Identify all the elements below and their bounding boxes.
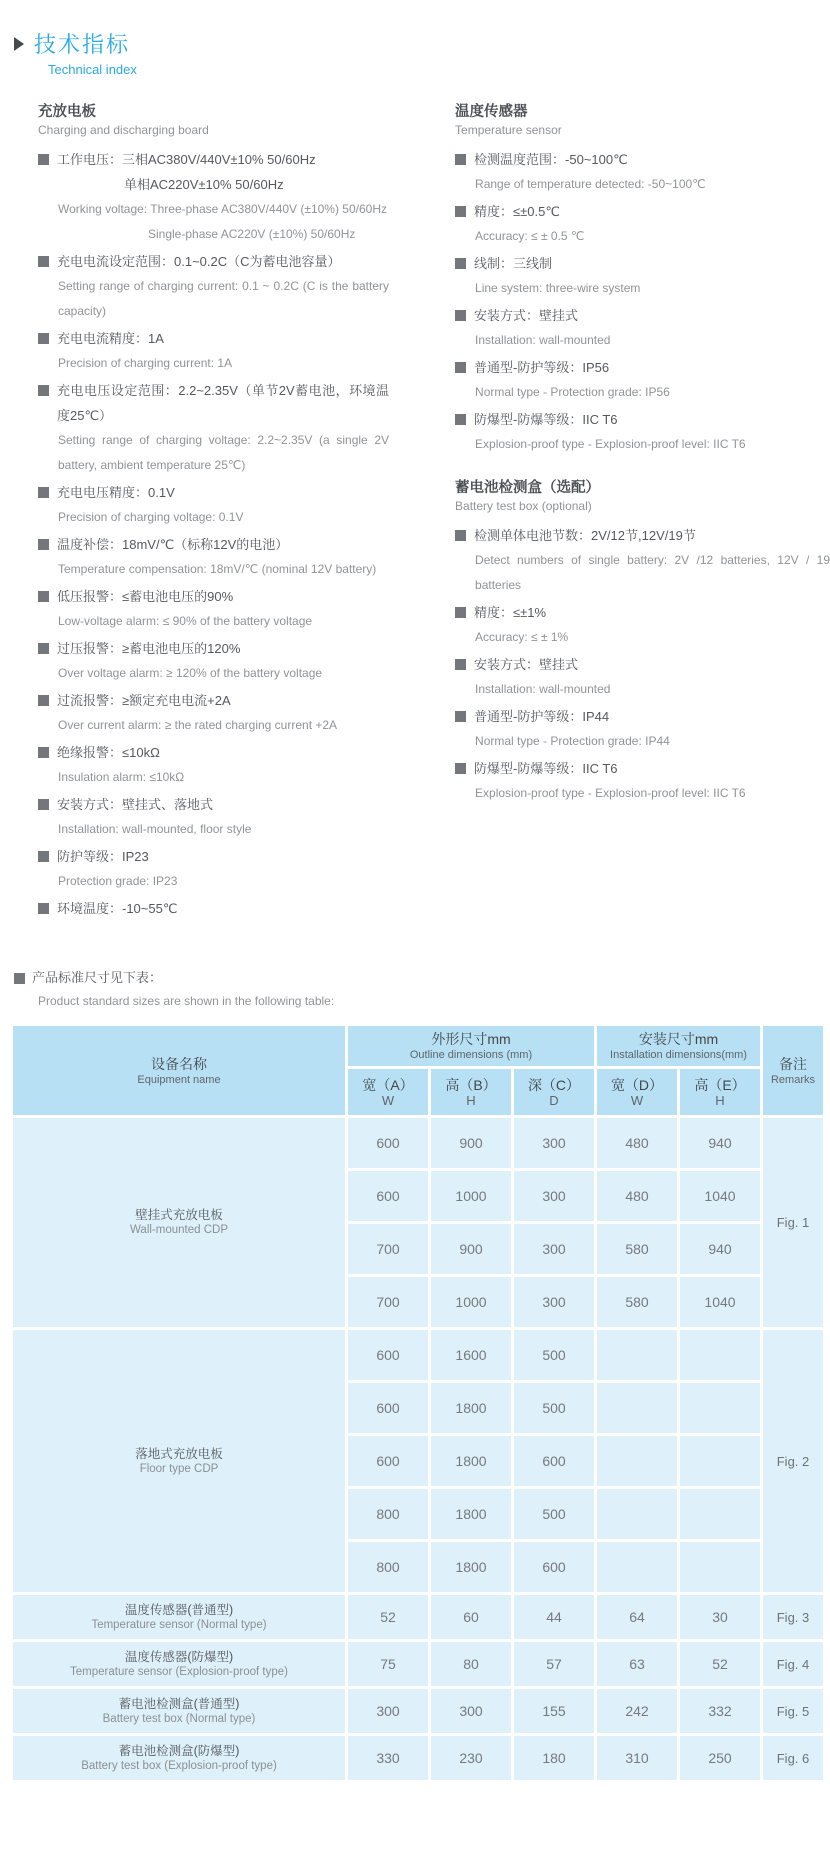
dimension-cell: 63	[597, 1642, 677, 1686]
spec-item	[455, 303, 830, 353]
bullet-square-icon	[455, 607, 466, 618]
spec-line-zh	[455, 704, 830, 729]
equipment-name-cell	[13, 1736, 345, 1780]
spec-line-en: Normal type - Protection grade: IP56	[475, 385, 670, 399]
dimension-cell: 1000	[431, 1277, 511, 1327]
spec-text-zh: 充电电流设定范围：0.1~0.2C（C为蓄电池容量）	[57, 254, 341, 269]
spec-line-en: Installation: wall-mounted	[475, 682, 611, 696]
bullet-square-icon	[455, 763, 466, 774]
remark-cell: Fig. 3	[763, 1595, 823, 1639]
dimension-cell: 300	[514, 1171, 594, 1221]
spec-text-zh: 过流报警：≥额定充电电流+2A	[57, 693, 231, 708]
header-col-height-e: 高（E） H	[680, 1069, 760, 1115]
spec-item	[38, 896, 389, 921]
spec-item	[38, 844, 389, 894]
spec-line-zh	[455, 147, 830, 172]
header-equipment-name	[13, 1026, 345, 1115]
spec-item	[455, 199, 830, 249]
table-row	[13, 1689, 823, 1733]
spec-item	[455, 600, 830, 650]
dimension-cell: 1800	[431, 1542, 511, 1592]
title-row	[14, 28, 830, 59]
equipment-name-en: Battery test box (Normal type)	[102, 1712, 256, 1725]
header-install-zh: 安装尺寸mm	[638, 1031, 719, 1047]
table-note-en: Product standard sizes are shown in the following table:	[38, 994, 335, 1008]
bullet-square-icon	[455, 530, 466, 541]
bullet-square-icon	[455, 258, 466, 269]
spec-text-zh: 普通型-防护等级：IP56	[474, 360, 610, 375]
spec-line-zh	[38, 740, 389, 765]
bullet-square-icon	[38, 256, 49, 267]
bullet-square-icon	[14, 973, 25, 984]
header-col-height-b: 高（B） H	[431, 1069, 511, 1115]
dimension-cell: 940	[680, 1118, 760, 1168]
dimension-cell: 60	[431, 1595, 511, 1639]
remark-cell: Fig. 5	[763, 1689, 823, 1733]
dimension-cell: 700	[348, 1277, 428, 1327]
dimension-cell: 300	[514, 1224, 594, 1274]
spec-line-en: Setting range of charging current: 0.1 ~ 0.2C (C is the battery capacity)	[58, 279, 390, 318]
dimension-cell: 600	[348, 1118, 428, 1168]
bullet-square-icon	[38, 799, 49, 810]
spec-line-zh	[455, 523, 830, 548]
section-heading-en: Battery test box (optional)	[455, 499, 592, 513]
dimension-cell: 600	[514, 1436, 594, 1486]
spec-text-zh: 过压报警：≥蓄电池电压的120%	[57, 641, 241, 656]
equipment-name-en: Temperature sensor (Normal type)	[91, 1618, 267, 1631]
bullet-square-icon	[455, 711, 466, 722]
bullet-square-icon	[38, 333, 49, 344]
spec-line-en: Over current alarm: ≥ the rated charging current +2A	[58, 718, 338, 732]
dimension-cell: 330	[348, 1736, 428, 1780]
remark-cell: Fig. 2	[763, 1330, 823, 1592]
spec-text-zh: 检测单体电池节数：2V/12节,12V/19节	[474, 528, 696, 543]
dimension-cell: 1800	[431, 1489, 511, 1539]
spec-line-zh	[38, 636, 389, 661]
spec-line-en: Precision of charging voltage: 0.1V	[58, 510, 244, 524]
table-note-zh	[14, 969, 830, 987]
spec-line-zh	[38, 896, 389, 921]
header-equipment-zh: 设备名称	[151, 1055, 207, 1072]
spec-text-zh: 普通型-防护等级：IP44	[474, 709, 610, 724]
dimension-cell: 310	[597, 1736, 677, 1780]
dimension-cell: 500	[514, 1330, 594, 1380]
table-note	[14, 969, 830, 1009]
header-arrow-icon	[14, 37, 24, 51]
equipment-name-en: Temperature sensor (Explosion-proof type)	[70, 1665, 288, 1678]
bullet-square-icon	[455, 659, 466, 670]
dimension-cell	[680, 1542, 760, 1592]
section-heading-zh: 蓄电池检测盒（选配）	[455, 480, 601, 496]
header-outline-group	[348, 1026, 594, 1066]
header-col-width-d: 宽（D） W	[597, 1069, 677, 1115]
dimension-cell: 155	[514, 1689, 594, 1733]
dimension-cell: 300	[348, 1689, 428, 1733]
spec-text-zh: 环境温度：-10~55℃	[57, 901, 178, 916]
spec-text-zh: 精度：≤±0.5℃	[474, 204, 560, 219]
header-remarks	[763, 1026, 823, 1115]
spec-line-zh	[455, 303, 830, 328]
size-table	[10, 1023, 826, 1783]
section-heading-en: Temperature sensor	[455, 123, 562, 137]
spec-line-zh	[38, 532, 389, 557]
spec-text-zh: 防护等级：IP23	[57, 849, 149, 864]
dimension-cell: 64	[597, 1595, 677, 1639]
dimension-cell: 80	[431, 1642, 511, 1686]
bullet-square-icon	[38, 695, 49, 706]
dimension-cell: 242	[597, 1689, 677, 1733]
bullet-square-icon	[38, 385, 49, 396]
bullet-square-icon	[38, 539, 49, 550]
dimension-cell: 500	[514, 1489, 594, 1539]
remark-cell: Fig. 4	[763, 1642, 823, 1686]
bullet-square-icon	[38, 591, 49, 602]
dimension-cell	[680, 1436, 760, 1486]
header-col-width-a: 宽（A） W	[348, 1069, 428, 1115]
spec-section	[38, 103, 389, 921]
spec-line-zh	[38, 480, 389, 505]
spec-line-zh	[455, 199, 830, 224]
spec-column-left	[38, 103, 389, 923]
spec-item	[38, 249, 389, 324]
bullet-square-icon	[38, 643, 49, 654]
table-row	[13, 1330, 823, 1380]
equipment-name-zh: 蓄电池检测盒(防爆型)	[118, 1743, 240, 1758]
spec-columns	[0, 103, 830, 923]
spec-line-en: Line system: three-wire system	[475, 281, 641, 295]
spec-text-zh: 充电电压设定范围：2.2~2.35V（单节2V蓄电池，环境温度25℃）	[57, 383, 390, 423]
dimension-cell: 900	[431, 1118, 511, 1168]
spec-section	[455, 103, 830, 457]
spec-line-zh	[455, 756, 830, 781]
table-row	[13, 1736, 823, 1780]
spec-item	[38, 740, 389, 790]
dimension-cell: 600	[348, 1171, 428, 1221]
dimension-cell	[680, 1330, 760, 1380]
dimension-cell	[680, 1383, 760, 1433]
spec-text-zh: 充电电流精度：1A	[57, 331, 164, 346]
spec-text-zh: 温度补偿：18mV/℃（标称12V的电池）	[57, 537, 289, 552]
section-heading-zh: 充放电板	[38, 104, 96, 120]
dimension-cell	[597, 1542, 677, 1592]
dimension-cell: 1800	[431, 1436, 511, 1486]
spec-line-en: Protection grade: IP23	[58, 874, 178, 888]
dimension-cell	[597, 1436, 677, 1486]
spec-text-zh: 精度：≤±1%	[474, 605, 547, 620]
spec-line-en: Range of temperature detected: -50~100℃	[475, 177, 706, 191]
spec-line-zh	[38, 688, 389, 713]
spec-text-zh: 绝缘报警：≤10kΩ	[57, 745, 160, 760]
spec-line-zh	[38, 844, 389, 869]
bullet-square-icon	[455, 414, 466, 425]
spec-item	[455, 652, 830, 702]
spec-line-en: Detect numbers of single battery: 2V /12 batteries, 12V / 19 batteries	[475, 553, 830, 592]
spec-text-zh: 线制：三线制	[474, 256, 553, 271]
bullet-square-icon	[38, 487, 49, 498]
spec-text-zh: 充电电压精度：0.1V	[57, 485, 175, 500]
spec-line-zh	[38, 584, 389, 609]
table-note-zh-text: 产品标准尺寸见下表：	[32, 970, 163, 985]
dimension-cell	[680, 1489, 760, 1539]
dimension-cell: 600	[348, 1383, 428, 1433]
dimension-cell	[597, 1330, 677, 1380]
dimension-cell: 300	[514, 1118, 594, 1168]
spec-item	[38, 147, 389, 247]
dimension-cell: 600	[348, 1436, 428, 1486]
spec-line-en: Installation: wall-mounted, floor style	[58, 822, 252, 836]
dimension-cell: 480	[597, 1118, 677, 1168]
spec-section	[455, 479, 830, 806]
spec-line-en: Installation: wall-mounted	[475, 333, 611, 347]
dimension-cell: 480	[597, 1171, 677, 1221]
spec-text-zh: 低压报警：≤蓄电池电压的90%	[57, 589, 234, 604]
bullet-square-icon	[38, 747, 49, 758]
spec-line-en: Low-voltage alarm: ≤ 90% of the battery voltage	[58, 614, 313, 628]
spec-line-zh	[38, 326, 389, 351]
spec-text-zh: 检测温度范围：-50~100℃	[474, 152, 628, 167]
spec-text-zh: 工作电压：三相AC380V/440V±10% 50/60Hz	[57, 152, 316, 167]
spec-item	[455, 147, 830, 197]
dimension-cell	[597, 1489, 677, 1539]
equipment-name-cell	[13, 1595, 345, 1639]
dimension-cell: 500	[514, 1383, 594, 1433]
spec-item	[38, 688, 389, 738]
header-install-group	[597, 1026, 760, 1066]
spec-line-en: Over voltage alarm: ≥ 120% of the battery voltage	[58, 666, 323, 680]
bullet-square-icon	[38, 154, 49, 165]
dimension-cell: 600	[348, 1330, 428, 1380]
dimension-cell: 580	[597, 1224, 677, 1274]
dimension-cell: 300	[431, 1689, 511, 1733]
dimension-cell: 1040	[680, 1171, 760, 1221]
table-row	[13, 1118, 823, 1168]
equipment-name-cell	[13, 1689, 345, 1733]
spec-item	[455, 355, 830, 405]
dimension-cell: 180	[514, 1736, 594, 1780]
spec-text-zh: 防爆型-防爆等级：IIC T6	[474, 412, 618, 427]
spec-item	[455, 251, 830, 301]
dimension-cell: 800	[348, 1542, 428, 1592]
spec-item	[455, 756, 830, 806]
spec-text-zh: 防爆型-防爆等级：IIC T6	[474, 761, 618, 776]
spec-item	[38, 636, 389, 686]
spec-item	[38, 378, 389, 478]
spec-item	[38, 532, 389, 582]
spec-item	[455, 407, 830, 457]
spec-line-zh	[455, 600, 830, 625]
dimension-cell: 230	[431, 1736, 511, 1780]
dimension-cell: 580	[597, 1277, 677, 1327]
equipment-name-zh: 壁挂式充放电板	[135, 1208, 223, 1222]
spec-line-en: Explosion-proof type - Explosion-proof level: IIC T6	[475, 786, 746, 800]
section-heading-en: Charging and discharging board	[38, 123, 209, 137]
spec-item	[38, 480, 389, 530]
header-outline-zh: 外形尺寸mm	[431, 1031, 511, 1047]
bullet-square-icon	[38, 851, 49, 862]
spec-line-zh	[455, 652, 830, 677]
header-outline-en: Outline dimensions (mm)	[409, 1049, 533, 1061]
dimension-cell: 1040	[680, 1277, 760, 1327]
dimension-cell: 1000	[431, 1171, 511, 1221]
bullet-square-icon	[38, 903, 49, 914]
dimension-cell: 52	[348, 1595, 428, 1639]
spec-item	[455, 704, 830, 754]
spec-line-en: Single-phase AC220V (±10%) 50/60Hz	[148, 227, 356, 241]
section-heading-zh: 温度传感器	[455, 104, 528, 120]
equipment-name-cell	[13, 1642, 345, 1686]
dimension-cell: 300	[514, 1277, 594, 1327]
spec-line-zh	[38, 249, 389, 274]
size-table-body	[13, 1118, 823, 1780]
spec-line-en: Accuracy: ≤ ± 1%	[475, 630, 569, 644]
dimension-cell: 57	[514, 1642, 594, 1686]
dimension-cell: 940	[680, 1224, 760, 1274]
bullet-square-icon	[455, 362, 466, 373]
equipment-name-zh: 落地式充放电板	[135, 1446, 223, 1461]
dimension-cell: 250	[680, 1736, 760, 1780]
header-equipment-en: Equipment name	[137, 1073, 221, 1086]
spec-line-en: Precision of charging current: 1A	[58, 356, 233, 370]
dimension-cell: 75	[348, 1642, 428, 1686]
spec-item	[38, 326, 389, 376]
spec-text-zh: 安装方式：壁挂式、落地式	[57, 797, 214, 812]
dimension-cell: 700	[348, 1224, 428, 1274]
page-title: 技术指标	[34, 32, 131, 57]
equipment-name-zh: 蓄电池检测盒(普通型)	[118, 1696, 240, 1711]
dimension-cell: 52	[680, 1642, 760, 1686]
dimension-cell: 30	[680, 1595, 760, 1639]
spec-line-zh: 单相AC220V±10% 50/60Hz	[124, 177, 284, 192]
spec-line-zh	[38, 378, 389, 428]
spec-line-en: Insulation alarm: ≤10kΩ	[58, 770, 185, 784]
page-header	[0, 0, 830, 77]
spec-text-zh: 安装方式：壁挂式	[474, 308, 579, 323]
spec-line-en: Working voltage: Three-phase AC380V/440V (±10%) 50/60Hz	[58, 202, 387, 216]
spec-line-en: Temperature compensation: 18mV/℃ (nominal 12V battery)	[58, 562, 377, 576]
bullet-square-icon	[455, 154, 466, 165]
spec-text-zh: 安装方式：壁挂式	[474, 657, 579, 672]
equipment-name-zh: 温度传感器(防爆型)	[124, 1649, 234, 1664]
remark-cell: Fig. 1	[763, 1118, 823, 1327]
remark-cell: Fig. 6	[763, 1736, 823, 1780]
spec-line-en: Setting range of charging voltage: 2.2~2.35V (a single 2V battery, ambient temperature 25℃)	[58, 433, 390, 472]
dimension-cell: 800	[348, 1489, 428, 1539]
spec-line-zh	[455, 407, 830, 432]
dimension-cell: 1800	[431, 1383, 511, 1433]
equipment-name-zh: 温度传感器(普通型)	[124, 1602, 234, 1617]
equipment-name-en: Floor type CDP	[139, 1462, 219, 1475]
spec-line-zh	[38, 147, 389, 172]
page-subtitle: Technical index	[48, 62, 137, 77]
spec-line-zh	[38, 792, 389, 817]
equipment-name-cell	[13, 1118, 345, 1327]
header-install-en: Installation dimensions(mm)	[610, 1049, 747, 1061]
size-table-head	[13, 1026, 823, 1115]
table-row	[13, 1642, 823, 1686]
spec-item	[38, 792, 389, 842]
spec-line-zh	[455, 355, 830, 380]
dimension-cell	[597, 1383, 677, 1433]
dimension-cell: 332	[680, 1689, 760, 1733]
equipment-name-en: Wall-mounted CDP	[130, 1224, 228, 1236]
bullet-square-icon	[455, 206, 466, 217]
spec-item	[455, 523, 830, 598]
spec-line-zh	[455, 251, 830, 276]
spec-line-en: Normal type - Protection grade: IP44	[475, 734, 670, 748]
dimension-cell: 44	[514, 1595, 594, 1639]
dimension-cell: 1600	[431, 1330, 511, 1380]
dimension-cell: 600	[514, 1542, 594, 1592]
equipment-name-cell	[13, 1330, 345, 1592]
spec-line-en: Explosion-proof type - Explosion-proof level: IIC T6	[475, 437, 746, 451]
spec-item	[38, 584, 389, 634]
bullet-square-icon	[455, 310, 466, 321]
dimension-cell: 900	[431, 1224, 511, 1274]
header-remarks-en: Remarks	[770, 1073, 815, 1086]
spec-line-en: Accuracy: ≤ ± 0.5 ℃	[475, 229, 585, 243]
header-remarks-zh: 备注	[779, 1055, 807, 1072]
table-row	[13, 1595, 823, 1639]
header-col-depth-c: 深（C） D	[514, 1069, 594, 1115]
equipment-name-en: Battery test box (Explosion-proof type)	[81, 1759, 277, 1772]
spec-column-right	[455, 103, 830, 923]
